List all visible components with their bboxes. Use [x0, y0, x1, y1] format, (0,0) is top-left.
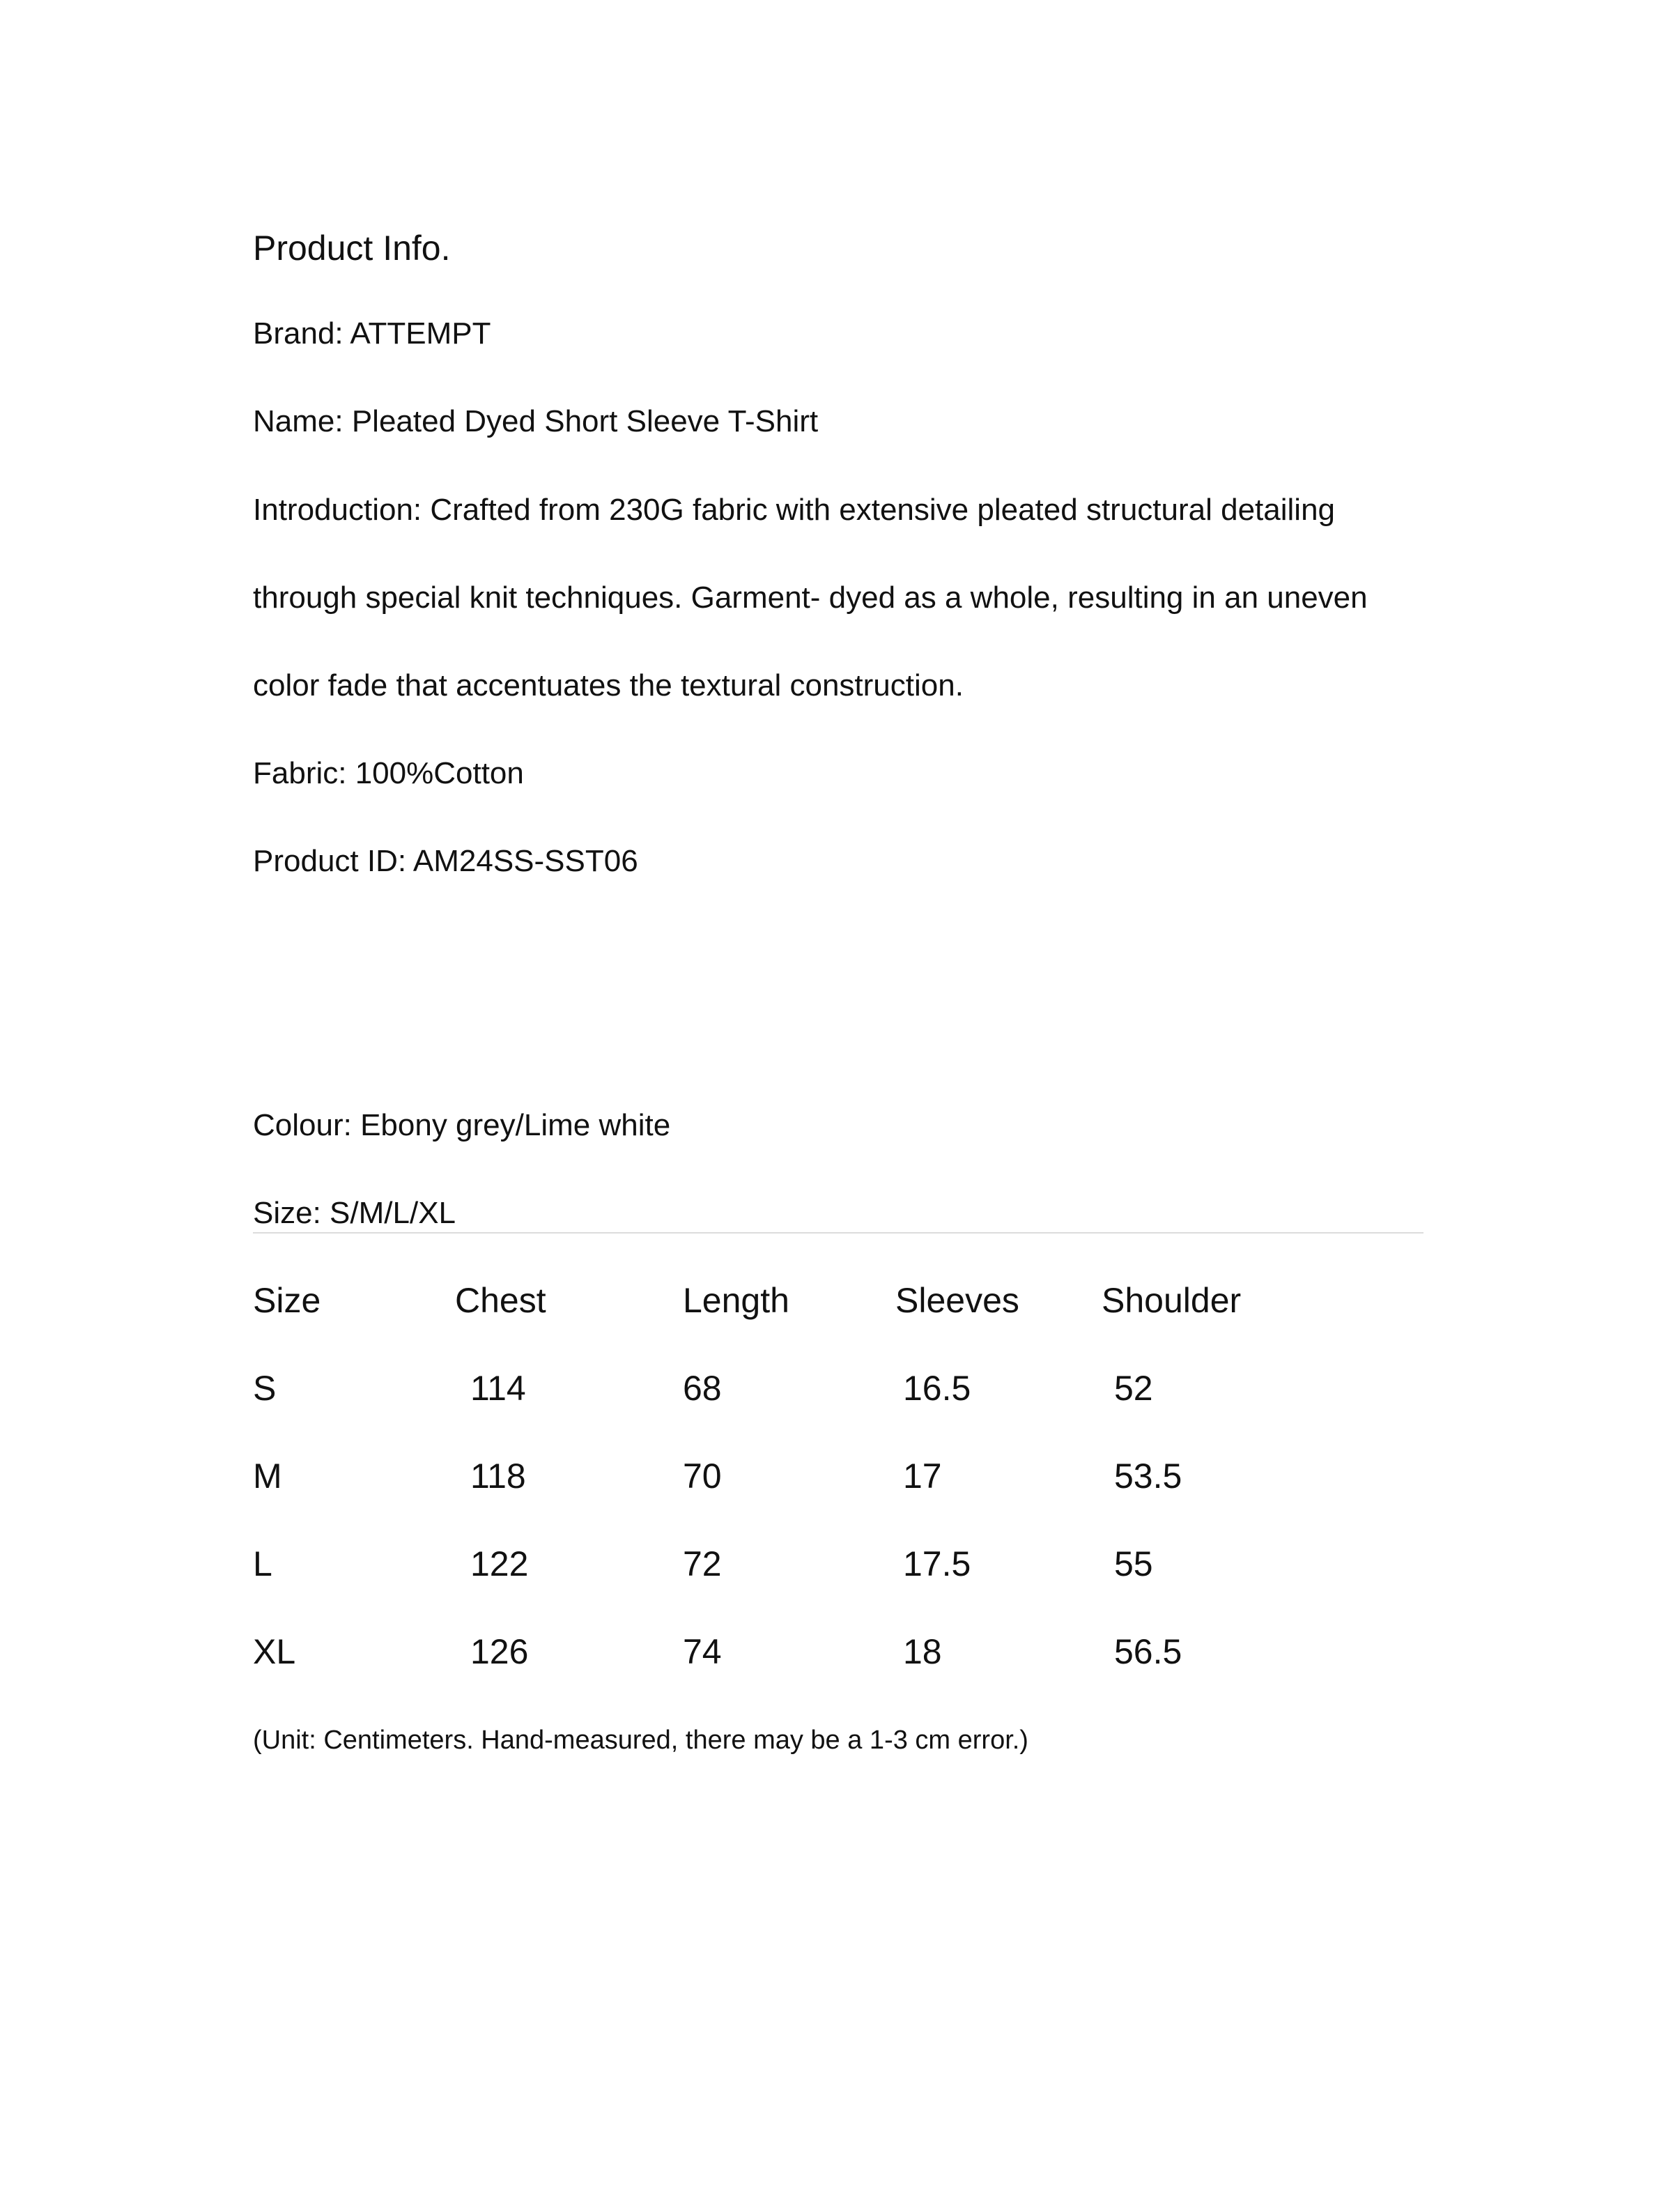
fabric-line: Fabric: 100%Cotton	[253, 756, 524, 790]
cell-chest: 118	[470, 1457, 526, 1496]
header-length: Length	[683, 1281, 789, 1320]
cell-shoulder: 56.5	[1114, 1632, 1182, 1671]
size-table	[253, 1280, 1423, 1719]
product-id-line: Product ID: AM24SS-SST06	[253, 844, 638, 878]
table-row	[253, 1631, 1423, 1719]
cell-size: S	[253, 1369, 277, 1408]
cell-shoulder: 53.5	[1114, 1457, 1182, 1496]
cell-shoulder: 52	[1114, 1369, 1153, 1408]
size-line: Size: S/M/L/XL	[253, 1196, 456, 1230]
header-size: Size	[253, 1281, 321, 1320]
cell-chest: 122	[470, 1544, 529, 1583]
table-row	[253, 1455, 1423, 1543]
header-shoulder: Shoulder	[1102, 1281, 1242, 1320]
introduction-line-3: color fade that accentuates the textural construction.	[253, 668, 964, 702]
table-row	[253, 1543, 1423, 1631]
cell-chest: 126	[470, 1632, 529, 1671]
cell-length: 70	[683, 1457, 722, 1496]
cell-chest: 114	[470, 1369, 526, 1408]
introduction-line-1: Introduction: Crafted from 230G fabric with extensive pleated structural detailing	[253, 493, 1336, 527]
cell-sleeves: 17.5	[903, 1544, 971, 1583]
header-sleeves: Sleeves	[895, 1281, 1019, 1320]
introduction-line-2: through special knit techniques. Garment- dyed as a whole, resulting in an uneven	[253, 581, 1368, 615]
colour-line: Colour: Ebony grey/Lime white	[253, 1108, 671, 1142]
cell-length: 72	[683, 1544, 722, 1583]
table-header-row	[253, 1280, 1423, 1367]
measurement-note: (Unit: Centimeters. Hand-measured, there may be a 1-3 cm error.)	[253, 1726, 1028, 1755]
section-heading: Product Info.	[253, 229, 451, 268]
table-row	[253, 1367, 1423, 1455]
cell-shoulder: 55	[1114, 1544, 1153, 1583]
cell-size: L	[253, 1544, 272, 1583]
cell-size: XL	[253, 1632, 296, 1671]
cell-sleeves: 16.5	[903, 1369, 971, 1408]
header-chest: Chest	[455, 1281, 546, 1320]
cell-sleeves: 18	[903, 1632, 942, 1671]
cell-length: 68	[683, 1369, 722, 1408]
cell-sleeves: 17	[903, 1457, 942, 1496]
name-line: Name: Pleated Dyed Short Sleeve T-Shirt	[253, 404, 819, 438]
divider	[253, 1232, 1423, 1234]
cell-length: 74	[683, 1632, 722, 1671]
brand-line: Brand: ATTEMPT	[253, 316, 491, 351]
cell-size: M	[253, 1457, 282, 1496]
